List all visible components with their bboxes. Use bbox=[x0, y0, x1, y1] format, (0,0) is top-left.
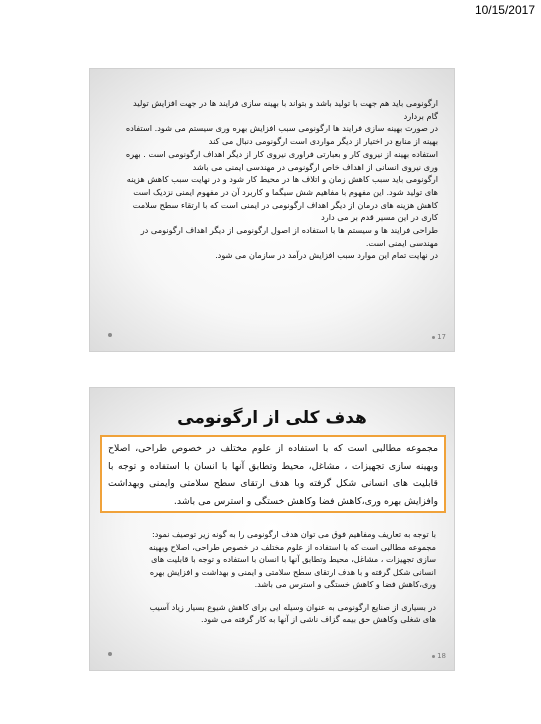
slide-17-line: گام بردارد bbox=[403, 110, 438, 121]
slide-17 bbox=[89, 68, 455, 352]
slide-number-label: 18 bbox=[437, 652, 446, 660]
slide-17-line: در نهایت تمام این موارد سبب افزایش درآمد در سازمان می شود. bbox=[215, 250, 438, 261]
page-date: 10/15/2017 bbox=[474, 3, 535, 17]
slide-17-line: ارگونومی باید سبب کاهش زمان و اتلاف ها در محیط کار شود و در نهایت سبب کاهش هزینه bbox=[126, 174, 438, 185]
slide-number-dot bbox=[432, 655, 435, 658]
slide-number-dot bbox=[432, 336, 435, 339]
slide-18-line: در بسیاری از صنایع ارگونومی به عنوان وسیله ایی برای کاهش شیوع بسیار زیاد آسیب bbox=[149, 601, 436, 612]
slide-18-line: با توجه به تعاریف ومفاهیم فوق می توان هدف ارگونومی را به گونه زیر توصیف نمود: bbox=[152, 529, 436, 539]
slide-17-line: های تولید شود. این مفهوم با مفاهیم شش سیگما و کاربرد آن در مفهوم ایمنی نزدیک است bbox=[133, 186, 438, 197]
slide-17-line: در صورت بهینه سازی فرایند ها ارگونومی سبب افزایش بهره وری سیستم می شود. استفاده bbox=[125, 123, 438, 134]
slide-number bbox=[432, 333, 446, 341]
slide-number-label: 17 bbox=[437, 333, 446, 341]
slide-18-line: انسانی شکل گرفته و با هدف ارتقای سطح سلامتی و ایمنی و بهداشت و افزایش بهره bbox=[149, 566, 436, 577]
slide-17-line: وری نیروی انسانی از اهداف خاص ارگونومی در مهندسی ایمنی می باشد bbox=[192, 161, 438, 172]
slide-17-line: مهندسی ایمنی است. bbox=[365, 237, 438, 248]
slide-17-line: کاهش هزینه های درمان از دیگر اهداف ارگونومی در ایمنی است که با ارتقاء سطح سلامت bbox=[132, 199, 438, 210]
slide-18-line: سازی تجهیزات ، مشاغل، محیط وتطابق آنها با انسان با استفاده و توجه با قابلیت های bbox=[151, 554, 436, 564]
slide-17-line: بهینه از منابع در اختیار از دیگر مواردی است ارگونومی دنبال می کند bbox=[208, 136, 438, 147]
slide-17-line: استفاده بهینه از نیروی کار و بعبارتی فراوری نیروی کار از دیگر اهداف ارگونومی است . بهره bbox=[125, 148, 438, 159]
slide-bullet-dot bbox=[108, 333, 112, 337]
slide-18-line: مجموعه مطالبی است که با استفاده از علوم مختلف در خصوص طراحی، اصلاح وبهینه bbox=[148, 541, 436, 552]
slide-title: هدف کلی از ارگونومی bbox=[177, 408, 367, 428]
slide-18-line: های شغلی وکاهش حق بیمه گزاف ناشی از آنها به کار گرفته می شود. bbox=[201, 614, 436, 624]
slide-bullet-dot bbox=[108, 652, 112, 656]
slide-17-line: کاری در این مسیر قدم بر می دارد bbox=[321, 212, 438, 223]
slide-18 bbox=[89, 387, 455, 671]
slide-17-line: ارگونومی باید هم جهت با تولید باشد و بتواند با بهینه سازی فرایند ها در جهت افزایش تولید bbox=[133, 98, 438, 108]
slide-18-line: وری،کاهش فضا و کاهش خستگی و استرس می باشد. bbox=[254, 579, 436, 589]
slide-17-body bbox=[110, 97, 438, 262]
highlight-definition-box: مجموعه مطالبی است که با استفاده از علوم مختلف در خصوص طراحی، اصلاح وبهینه سازی تجهیزات ، مشاغل، محیط وتطابق آنها با انسان با استفاده و توجه با قابلیت های انسانی شکل گرفته وبا هدف ارتقای سطح سلامتی وایمنی وبهداشت وافزایش بهره وری،کاهش فضا وکاهش خستگی و استرس می باشد. bbox=[100, 435, 446, 513]
slide-number bbox=[432, 652, 446, 660]
slide-17-line: طراحی فرایند ها و سیستم ها با استفاده از اصول ارگونومی از دیگر اهداف ارگونومی در bbox=[140, 225, 438, 236]
slide-18-body bbox=[112, 528, 436, 626]
